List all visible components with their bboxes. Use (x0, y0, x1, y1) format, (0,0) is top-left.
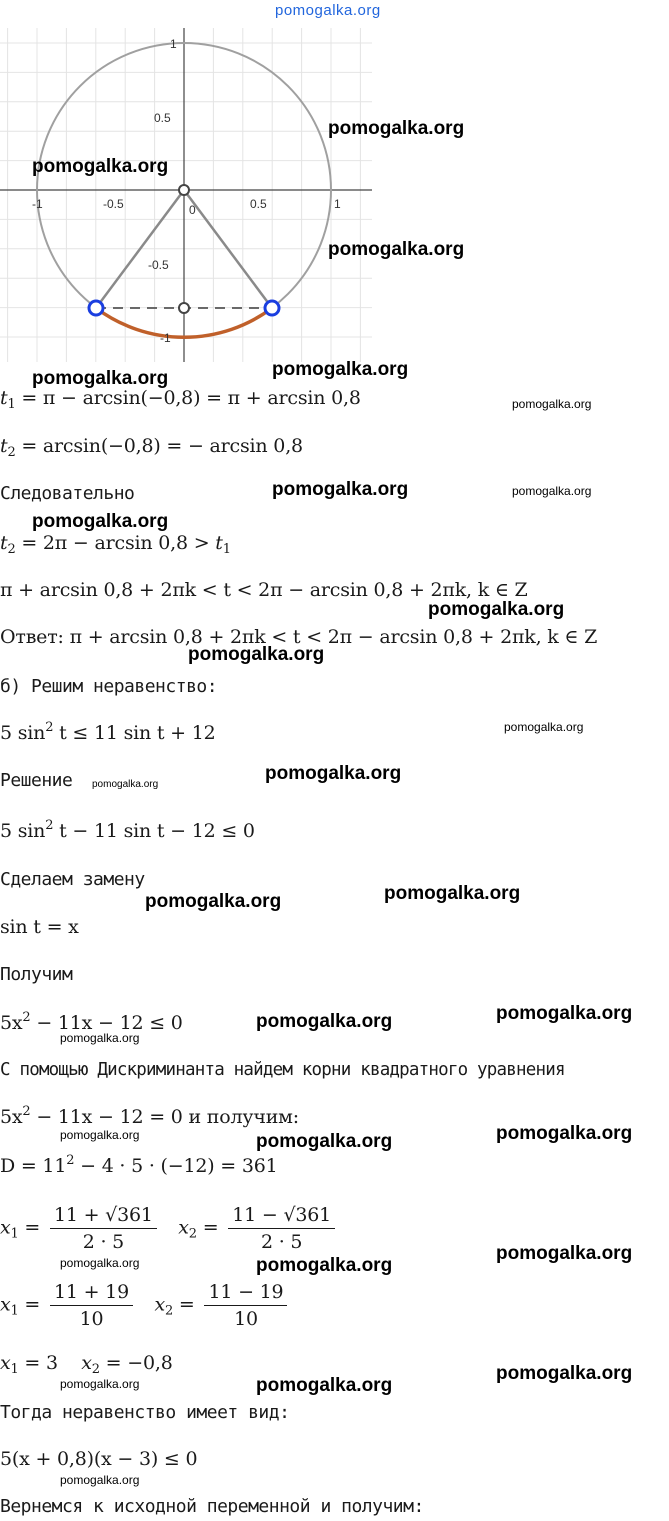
watermark-small: pomogalka.org (60, 1256, 140, 1270)
watermark: pomogalka.org (328, 118, 465, 139)
tick-y-neg1: -1 (160, 331, 171, 345)
line-then: Тогда неравенство имеет вид: (0, 1402, 290, 1423)
tick-x-neg05: -0.5 (103, 197, 124, 211)
unit-circle-graph (0, 24, 372, 364)
tick-y-neg05: -0.5 (148, 258, 169, 272)
watermark-small: pomogalka.org (60, 1031, 140, 1045)
watermark: pomogalka.org (256, 1375, 393, 1396)
origin-point (179, 185, 189, 195)
watermark: pomogalka.org (265, 763, 402, 784)
watermark: pomogalka.org (328, 239, 465, 260)
point-right (265, 301, 279, 315)
watermark: pomogalka.org (496, 1123, 633, 1144)
watermark: pomogalka.org (256, 1011, 393, 1032)
line-return: Вернемся к исходной переменной и получим: (0, 1496, 424, 1517)
tick-x-neg1: -1 (32, 197, 43, 211)
watermark: pomogalka.org (145, 891, 282, 912)
line-t2-compare: $t_2 = 2\pi - \arcsin 0,8 > t_1$ (0, 532, 231, 557)
watermark-small: pomogalka.org (504, 720, 584, 734)
line-part-b: б) Решим неравенство: (0, 676, 218, 697)
line-t1: $t_1 = \pi - \arcsin(-0,8) = \pi + \arcsin 0,8$ (0, 387, 361, 412)
line-discriminant-text: С помощью Дискриминанта найдем корни квадратного уравнения (0, 1060, 565, 1080)
watermark: pomogalka.org (496, 1243, 633, 1264)
watermark-small: pomogalka.org (512, 484, 592, 498)
watermark: pomogalka.org (384, 883, 521, 904)
watermark-small: pomogalka.org (512, 397, 592, 411)
line-quadratic: $5x^2 - 11x - 12 \le 0$ (0, 1010, 183, 1034)
watermark: pomogalka.org (256, 1255, 393, 1276)
watermark-small: pomogalka.org (60, 1473, 140, 1487)
watermark: pomogalka.org (32, 156, 169, 177)
line-substitution: Сделаем замену (0, 869, 145, 890)
watermark-top[interactable]: pomogalka.org (275, 2, 381, 19)
tick-x-0: 0 (189, 203, 196, 217)
watermark-small: pomogalka.org (60, 1377, 140, 1391)
line-we-get: Получим (0, 964, 73, 985)
line-ineq2: 5 $\sin^2 t - 11$ sin t − 12 ≤ 0 (0, 818, 255, 842)
point-left (89, 301, 103, 315)
tick-y-05: 0.5 (154, 111, 171, 125)
line-roots-simplified: $x_1$ = $\frac{11 + 19}{10}$ $x_2$ = $\frac{11 - 19}{10}$ (0, 1281, 291, 1330)
line-ineq1: 5 $\sin^2 t \le 11$ sin t + 12 (0, 720, 216, 744)
line-subst-eq: sin t = x (0, 916, 79, 938)
line-t2: $t_2 = \arcsin(-0,8)$ = − arcsin 0,8 (0, 435, 303, 460)
watermark: pomogalka.org (188, 644, 325, 665)
line-interval: π + arcsin 0,8 + 2πk < t < 2π − arcsin 0,8 + 2πk, k ∈ Z (0, 579, 528, 601)
projection-point (179, 303, 189, 313)
line-roots-formula: $x_1$ = $\frac{11 + √361}{2 \cdot 5}$ $x_2$ = $\frac{11 - √361}{2 \cdot 5}$ (0, 1204, 339, 1253)
watermark-small: pomogalka.org (92, 779, 159, 790)
watermark: pomogalka.org (428, 599, 565, 620)
line-answer: Ответ: π + arcsin 0,8 + 2πk < t < 2π − arcsin 0,8 + 2πk, k ∈ Z (0, 626, 598, 648)
watermark: pomogalka.org (496, 1363, 633, 1384)
line-solution: Решение (0, 770, 73, 791)
watermark: pomogalka.org (272, 479, 409, 500)
watermark: pomogalka.org (32, 511, 169, 532)
tick-x-1: 1 (334, 197, 341, 211)
line-factored: 5(x + 0,8)(x − 3) ≤ 0 (0, 1448, 198, 1470)
line-equation: $5x^2 - 11x - 12 = 0$ и получим: (0, 1104, 299, 1128)
watermark-small: pomogalka.org (60, 1128, 140, 1142)
line-roots-values: $x_1 = 3$ $x_2 = -0,8$ (0, 1352, 173, 1377)
watermark: pomogalka.org (272, 359, 409, 380)
tick-x-05: 0.5 (250, 197, 267, 211)
watermark: pomogalka.org (32, 368, 169, 389)
watermark: pomogalka.org (256, 1131, 393, 1152)
tick-y-1: 1 (170, 37, 177, 51)
line-consequently: Следовательно (0, 483, 135, 504)
watermark: pomogalka.org (496, 1003, 633, 1024)
line-discriminant: $D = 11^2 - 4 \cdot 5 \cdot (-12) = 361$ (0, 1153, 278, 1177)
